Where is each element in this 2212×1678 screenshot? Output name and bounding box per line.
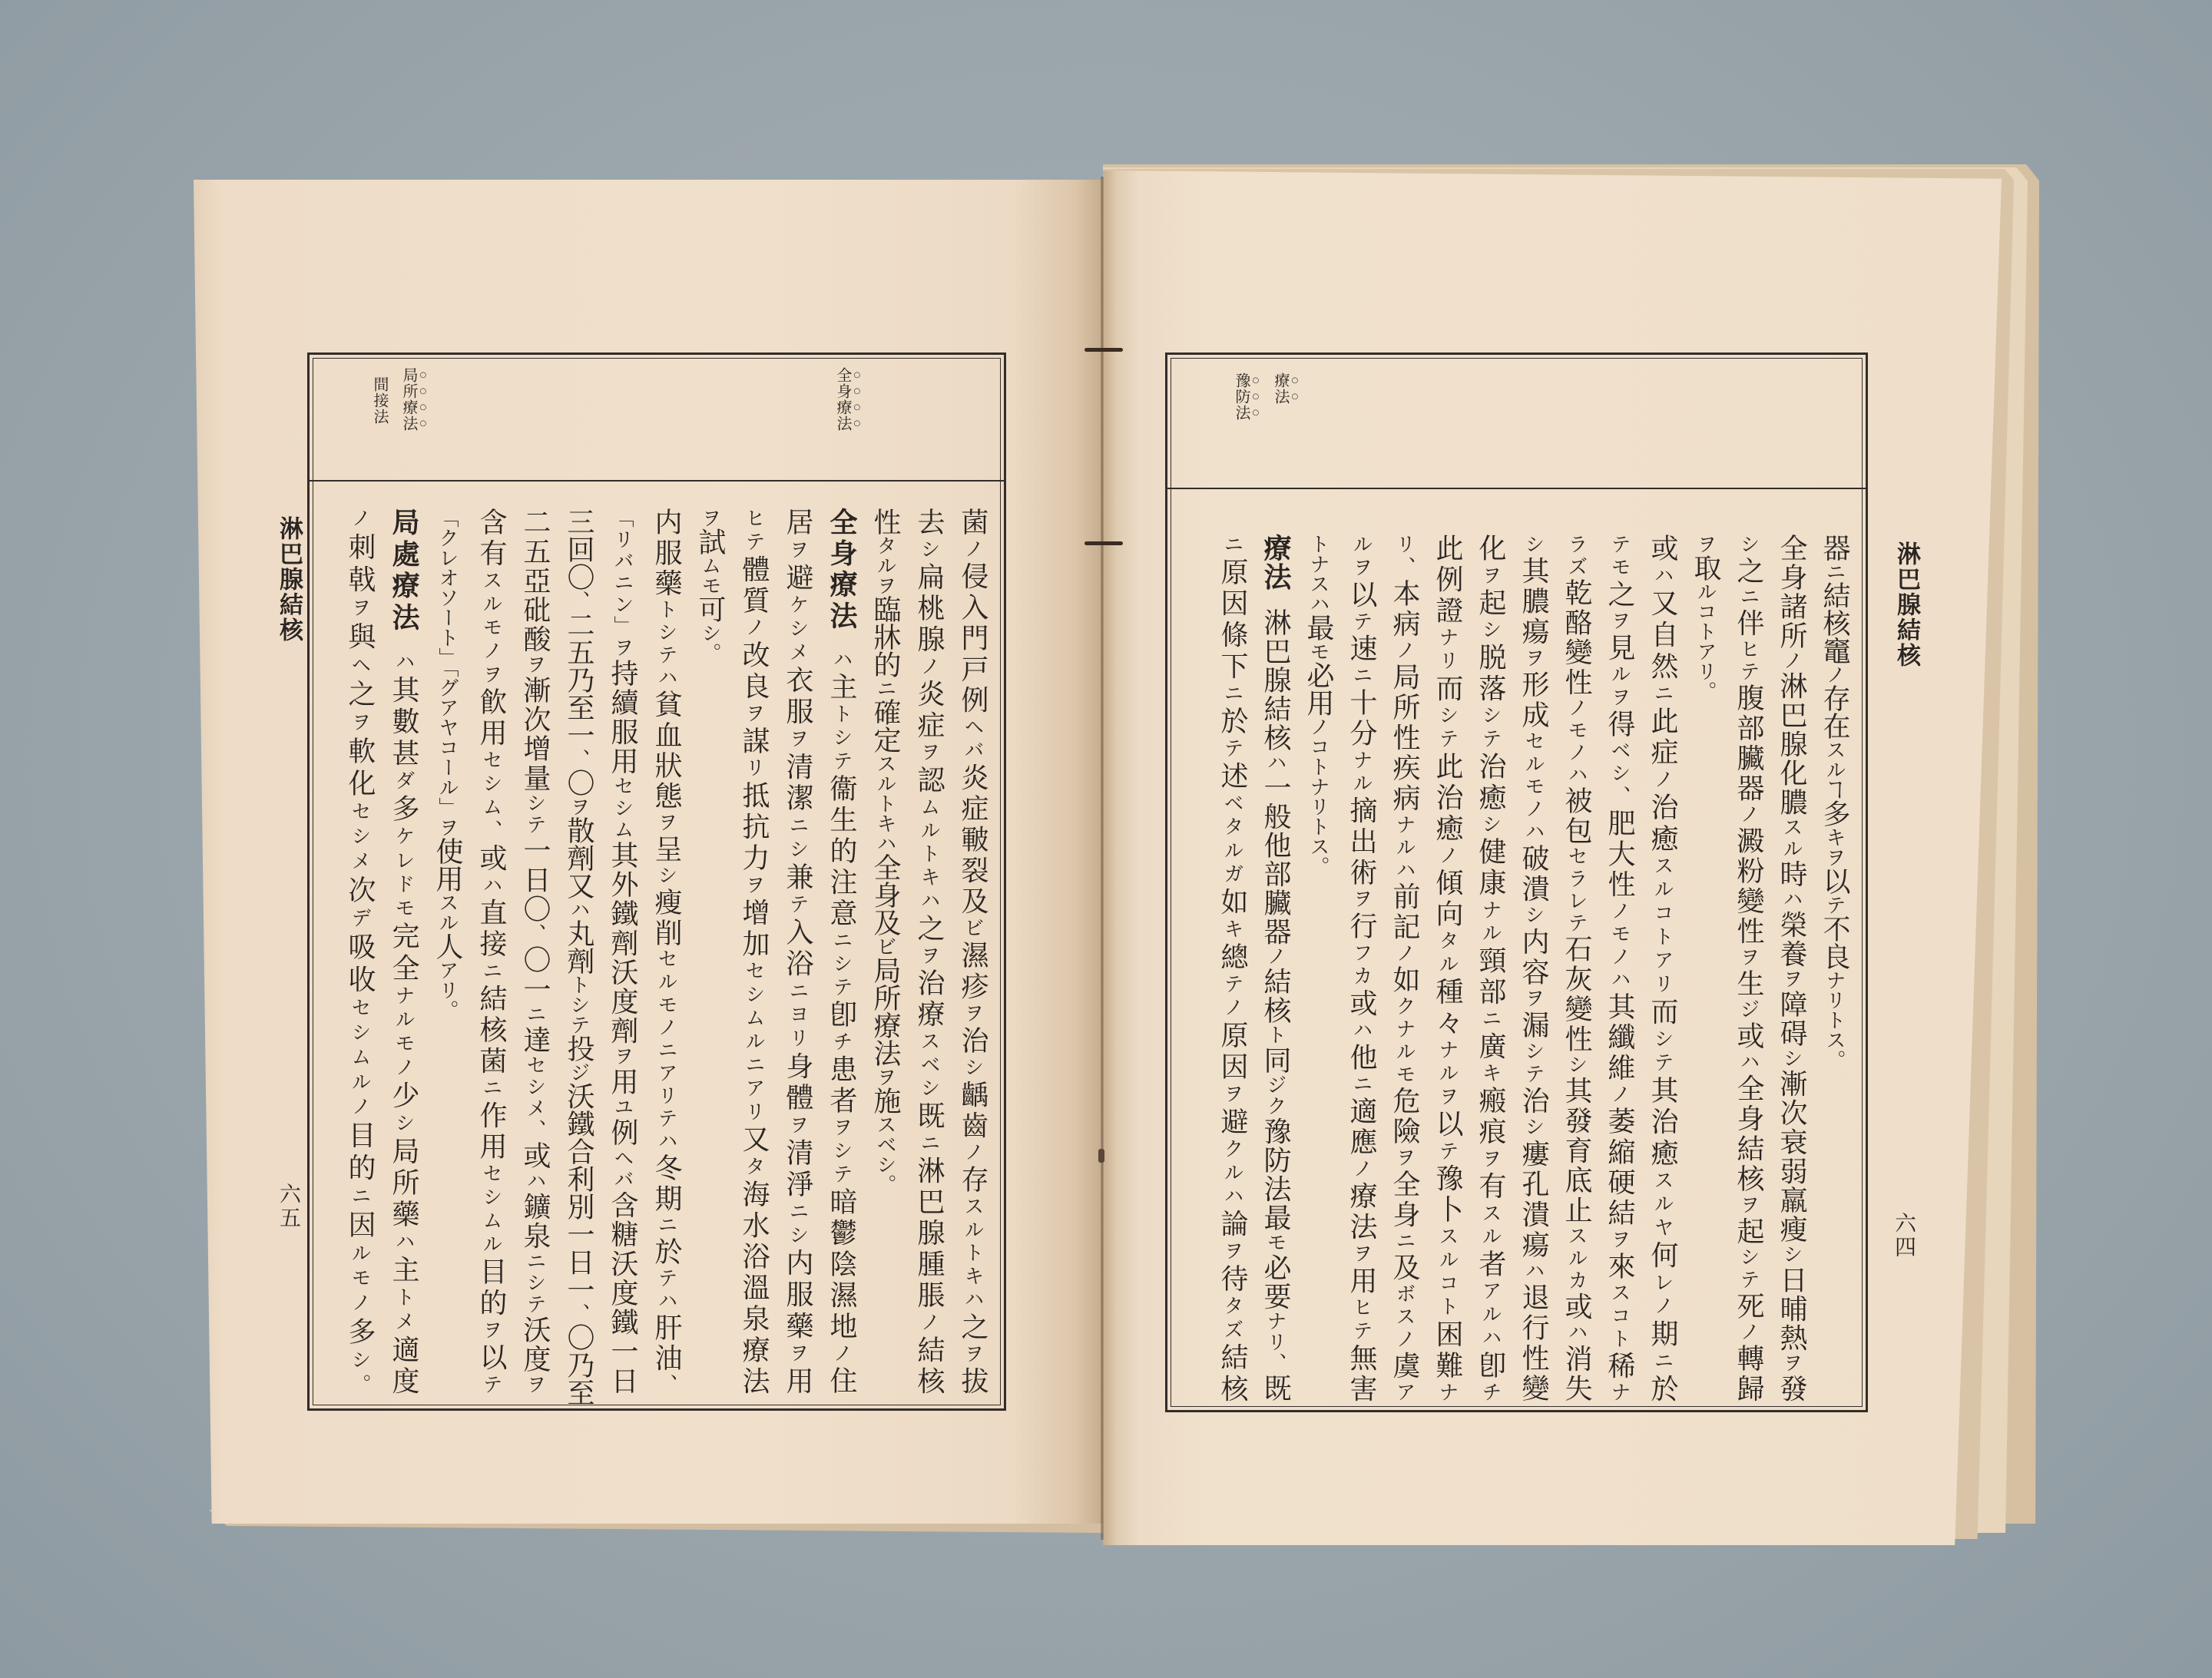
column-text: 淋巴腺結核ハ一般他部臟器ノ結核ト同ジク豫防法最モ必要ナリ、既 [1260,607,1291,1402]
text-column [557,508,601,1406]
text-column [426,508,469,1394]
text-column [1296,534,1339,1402]
column-text: ヒテ體質ノ改良ヲ謀リ抵抗力ヲ增加セシムルニアリ又タ海水浴溫泉療法 [738,508,770,1395]
column-text: 「クレオソート」「グアヤコール」ヲ使用スル人アリ。 [432,508,463,1020]
column-text: ヲ取ルコトアリ。 [1690,534,1721,701]
text-column [1210,534,1253,1402]
text-column [688,508,732,1394]
column-text: 或ハ又自然ニ此症ノ治癒スルコトアリ而シテ其治癒スルヤ何レノ期ニ於 [1647,534,1678,1402]
text-column [1813,534,1856,1402]
column-text: ハ主トシテ衞生的注意ニシテ卽チ患者ヲシテ暗鬱陰濕地ノ住 [826,649,857,1395]
column-text: 此例證ナリ而シテ此治癒ノ傾向タル種々ナルヲ以テ豫卜スルコト困難ナ [1432,534,1463,1402]
column-text: 性タルヲ臨牀的ニ確定スルトキハ全身及ビ局所療法ヲ施スベシ。 [869,508,901,1194]
text-column [513,508,557,1394]
text-column [776,508,820,1394]
text-column [1253,534,1296,1402]
binding-thread [1084,348,1123,352]
margin-note-divider [1167,488,1866,489]
margin-note-divider [310,480,1004,482]
text-column [732,508,776,1394]
text-column [1727,534,1770,1402]
left-running-head: 淋巴腺結核 [275,516,303,643]
right-page-body-text [1210,534,1856,1402]
column-text: 化ヲ起シ脱落シテ治癒シ健康ナル頸部ニ廣キ瘢痕ヲ有スル者アルハ卽チ [1475,534,1506,1402]
text-column [1382,534,1426,1402]
text-column [1684,534,1727,1402]
text-column [469,508,513,1394]
margin-note: 豫防法 [1233,372,1251,421]
column-text: テモ之ヲ見ルヲ得ベシ、肥大性ノモノハ其纖維ノ萎縮硬結ヲ來スコト稀ナ [1604,534,1635,1402]
right-running-head: 淋巴腺結核 [1892,541,1920,668]
text-column [863,508,907,1394]
section-heading: 局處療法 [388,508,419,634]
text-column [1339,534,1382,1402]
column-text: 全身諸所ノ淋巴腺化膿スル時ハ榮養ヲ障碍シ漸次衰弱羸瘦シ日晡熱ヲ發 [1776,534,1807,1402]
column-text: 去シ扁桃腺ノ炎症ヲ認ムルトキハ之ヲ治療スベシ既ニ淋巴腺腫脹ノ結核 [913,508,945,1395]
text-column [820,508,863,1394]
column-text: ルヲ以テ速ニ十分ナル摘出術ヲ行フカ或ハ他ニ適應ノ療法ヲ用ヒテ無害 [1346,534,1377,1402]
text-column [951,508,995,1394]
text-column [644,508,688,1394]
section-heading: 療法 [1260,534,1291,591]
text-column [1555,534,1598,1402]
text-column [1770,534,1813,1402]
column-text: ニ原因條下ニ於テ述ベタルガ如キ總テノ原因ヲ避クルハ論ヲ待タズ結核 [1217,534,1248,1402]
column-text: ノ刺戟ヲ與ヘ之ヲ軟化セシメ次デ吸收セシムルノ目的ニ因ルモノ多シ。 [344,508,376,1395]
left-page-body-text [338,508,995,1406]
binding-thread [1084,541,1123,545]
margin-note: 療法 [1272,372,1290,405]
column-text: 器ニ結核竈ノ存在スルヿ多キヲ以テ不良ナリトス。 [1819,534,1850,1070]
margin-note: 全身療法 [834,367,853,432]
column-text: ハ其數甚ダ多ケレドモ完全ナルモノ少シ局所藥ハ主トメ適度 [388,650,419,1395]
column-text: リ、本病ノ局所性疾病ナルハ前記ノ如クナルモ危險ヲ全身ニ及ボスノ虞ア [1389,534,1420,1402]
margin-note: 間接法 [371,376,389,425]
column-text: シ之ニ伴ヒテ腹部臟器ノ澱粉變性ヲ生ジ或ハ全身結核ヲ起シテ死ノ轉歸 [1733,534,1764,1402]
section-heading: 全身療法 [826,508,857,633]
book-spine [1101,177,1104,1540]
column-text: トナスハ最モ必用ノコトナリトス。 [1303,534,1334,876]
text-column [601,508,644,1394]
text-column [907,508,951,1394]
text-column [1512,534,1555,1402]
column-text: 菌ノ侵入門戸例ヘバ炎症皸裂及ビ濕疹ヲ治シ齲齒ノ存スルトキハ之ヲ拔 [957,508,988,1395]
left-page-number: 六五 [276,1183,302,1230]
column-text: 含有スルモノヲ飮用セシム、或ハ直接ニ結核菌ニ作用セシムル目的ヲ以テ [475,508,507,1394]
text-column [1469,534,1512,1402]
text-column [382,508,426,1394]
text-column [1426,534,1469,1402]
right-page-number: 六四 [1892,1212,1917,1259]
column-text: 内服藥トシテハ貧血狀態ヲ呈シ瘦削セルモノニアリテハ冬期ニ於テハ肝油、 [651,508,682,1395]
text-column [1641,534,1684,1402]
column-text: 居ヲ避ケシメ衣服ヲ清潔ニシ兼テ入浴ニヨリ身體ヲ清淨ニシ内服藥ヲ用 [782,508,813,1395]
column-text: 三回〇、二五乃至一、〇ヲ散劑又ハ丸劑トシテ投ジ沃鐵合利別一日一、〇乃至 [563,508,594,1406]
text-column [338,508,382,1394]
column-text: ヲ試ムモ可シ。 [694,508,726,663]
column-text: シ其膿瘍ヲ形成セルモノハ破潰シ内容ヲ漏シテ治シ瘻孔潰瘍ハ退行性變 [1518,534,1549,1402]
margin-note: 局所療法 [400,367,419,432]
column-text: 二五亞砒酸ヲ漸次增量シテ一日〇、〇一ニ達セシメ、或ハ鑛泉ニシテ沃度ヲ [519,508,551,1395]
binding-stitch-mark [1098,1149,1104,1163]
column-text: 「リバニン」ヲ持續服用セシム其外鐵劑沃度劑ヲ用ユ例ヘバ含糖沃度鐵一日 [607,508,638,1395]
column-text: ラズ乾酪變性ノモノハ被包セラレテ石灰變性シ其發育底止スルカ或ハ消失 [1561,534,1592,1402]
text-column [1598,534,1641,1402]
